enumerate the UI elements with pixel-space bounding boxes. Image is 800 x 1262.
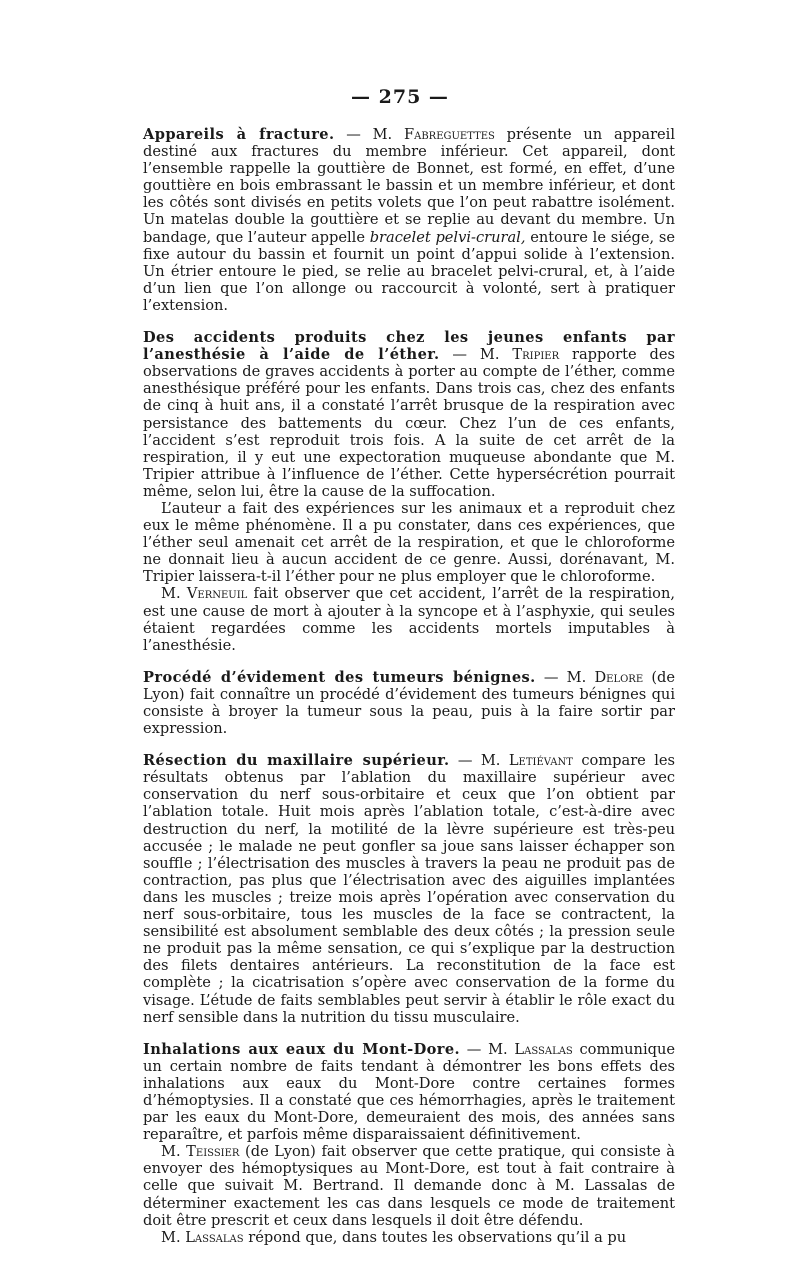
paragraph-text: — M. xyxy=(535,668,595,686)
person-name: Lassalas xyxy=(185,1228,244,1246)
paragraph xyxy=(143,500,675,585)
person-name: Teissier xyxy=(186,1143,240,1161)
person-name: Letiévant xyxy=(508,752,573,770)
paragraph-text: (de Lyon) fait connaître un procédé d’évidement des tumeurs bénignes qui consiste à broyer la tumeur sous la peau, puis à la faire sortir par expression. xyxy=(143,668,676,738)
paragraph-text: compare les résultats obtenus par l’ablation du maxillaire supérieur avec conservation du nerf sous-orbitaire et ceux que l’on obtient par l’ablation totale. Huit mois après l’ablation totale, c’est-à-dire avec destruction du nerf, la motilité de la lèvre supérieure est très-peu accusée ; le malade ne peut gonfler sa joue sans laisser échapper son souffle ; l’électrisation des muscles à travers la peau ne produit pas de contraction, pas plus que l’électrisation avec des aiguilles implantées dans les muscles ; treize mois après l’opération avec conservation du nerf sous-orbitaire, tous les muscles de la face se contractent, la sensibilité est absolument semblable des deux côtés ; la pression seule ne produit pas la même sensation, ce qui s’explique par la destruction des filets dentaires antérieurs. La reconstitution de la face est complète ; la cicatrisation s’opère avec conservation de la forme du visage. L’étude de faits semblables peut servir à établir le rôle exact du nerf sensible dans la nutrition du tissu musculaire. xyxy=(143,752,676,1026)
paragraph-text: rapporte des observations de graves accidents à porter au compte de l’éther, comme anesthésique préféré pour les enfants. Dans trois cas, chez des enfants de cinq à huit ans, il a constaté l’arrêt brusque de la respiration avec persistance des battements du cœur. Chez l’un de ces enfants, l’accident s’est reproduit trois fois. A la suite de cet arrêt de la respiration, il y eut une expectoration muqueuse abondante que M. Tripier attribue à l’influence de l’éther. Cette hypersécrétion pourrait même, selon lui, être la cause de la suffocation. xyxy=(143,346,676,500)
article-section xyxy=(143,329,675,654)
person-name: Tripier xyxy=(512,346,560,364)
paragraph-text: M. xyxy=(161,1228,186,1246)
paragraph-text: communique un certain nombre de faits tendant à démontrer les bons effets des inhalations aux eaux du Mont-Dore contre certaines formes d’hémoptysies. Il a constaté que ces hémorrhagies, après le traitement par les eaux du Mont-Dore, demeuraient des mois, des années sans reparaître, et parfois même disparaissaient définitivement. xyxy=(143,1040,675,1144)
paragraph xyxy=(143,329,675,500)
person-name: Verneuil xyxy=(186,585,248,603)
paragraph xyxy=(143,752,675,1026)
person-name: Lassalas xyxy=(514,1040,573,1058)
paragraph xyxy=(143,1041,675,1144)
article-section xyxy=(143,1041,675,1246)
paragraph-text: fait observer que cet accident, l’arrêt de la respiration, est une cause de mort à ajouter à la syncope et à l’asphyxie, qui seules étaient regardées comme les accidents mortels imputables à l’anesthésie. xyxy=(143,585,675,654)
paragraph xyxy=(143,1143,675,1228)
italic-term: bracelet pelvi-crural, xyxy=(369,228,526,246)
article-section xyxy=(143,126,675,314)
section-heading: Procédé d’évidement des tumeurs bénignes. xyxy=(143,668,536,686)
paragraph-text: — M. xyxy=(460,1040,515,1058)
document-body xyxy=(143,126,675,1261)
section-heading: Résection du maxillaire supérieur. xyxy=(143,752,450,770)
paragraph-text: — M. xyxy=(334,126,404,143)
person-name: Fabreguettes xyxy=(403,126,495,143)
page-number: — 275 — xyxy=(351,86,449,108)
paragraph xyxy=(143,126,675,314)
paragraph xyxy=(143,585,675,653)
paragraph xyxy=(143,669,675,737)
article-section xyxy=(143,752,675,1026)
paragraph-text: (de Lyon) fait observer que cette pratique, qui consiste à envoyer des hémoptysiques au Mont-Dore, est tout à fait contraire à celle que suivait M. Bertrand. Il demande donc à M. Lassalas de déterminer exactement les cas dans lesquels ce mode de traitement doit être prescrit et ceux dans lesquels il doit être défendu. xyxy=(143,1143,675,1229)
paragraph-text: présente un appareil destiné aux fractures du membre inférieur. Cet appareil, dont l’ensemble rappelle la gouttière de Bonnet, est formé, en effet, d’une gouttière en bois embrassant le bassin et un membre inférieur, et dont les côtés sont divisés en petits volets que l’on peut rabattre isolément. Un matelas double la gouttière et se replie au devant du membre. Un bandage, que l’auteur appelle xyxy=(143,126,676,246)
section-heading: Des accidents produits chez les jeunes enfants par l’anesthésie à l’aide de l’éther. xyxy=(143,329,675,364)
paragraph-text: — M. xyxy=(439,346,513,364)
section-heading: Inhalations aux eaux du Mont-Dore. xyxy=(143,1040,461,1058)
person-name: Delore xyxy=(594,668,644,686)
article-section xyxy=(143,669,675,737)
paragraph-text: M. xyxy=(161,585,187,603)
paragraph-text: L’auteur a fait des expériences sur les animaux et a reproduit chez eux le même phénomène. Il a pu constater, dans ces expériences, que l’éther seul amenait cet arrêt de la respiration, et que le chloroforme ne donnait lieu à aucun accident de ce genre. Aussi, dorénavant, M. Tripier laissera-t-il l’éther pour ne plus employer que le chloroforme. xyxy=(143,499,675,586)
section-heading: Appareils à fracture. xyxy=(143,126,335,143)
paragraph-text: entoure le siége, se fixe autour du bassin et fournit un point d’appui solide à l’extension. Un étrier entoure le pied, se relie au bracelet pelvi-crural, et, à l’aide d’un lien que l’on allonge ou raccourcit à volonté, sert à pratiquer l’extension. xyxy=(143,228,675,314)
paragraph-text: — M. xyxy=(449,752,509,770)
paragraph xyxy=(143,1229,675,1246)
paragraph-text: M. xyxy=(161,1143,187,1161)
paragraph-text: répond que, dans toutes les observations qu’il a pu xyxy=(243,1228,627,1246)
